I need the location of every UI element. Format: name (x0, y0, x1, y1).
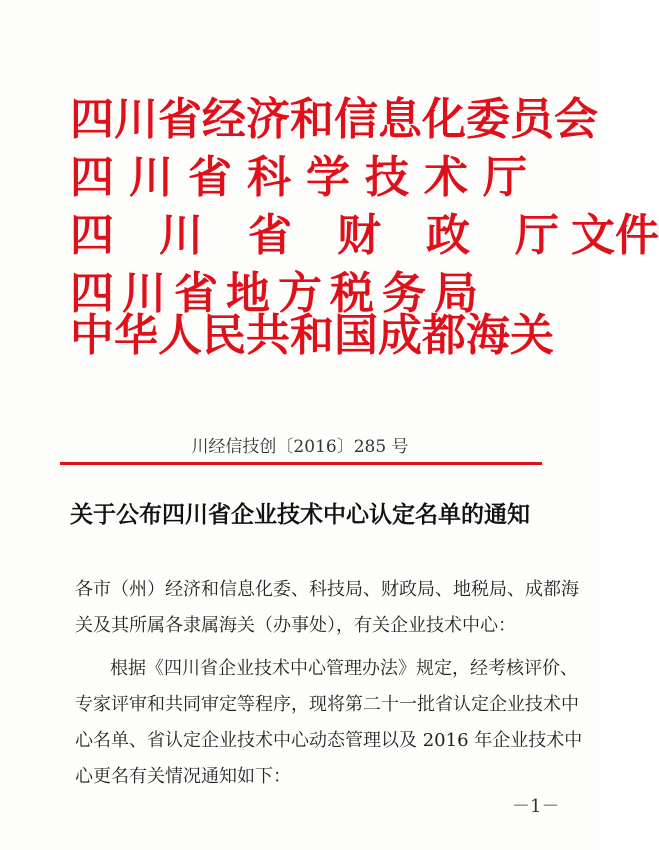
body-line-4: 心更名有关情况通知如下： (75, 766, 291, 787)
file-suffix: 文件 (571, 210, 659, 261)
body-line-2: 专家评审和共同审定等程序，现将第二十一批省认定企业技术中 (75, 694, 579, 715)
document-number: 川经信技创〔2016〕285 号 (191, 437, 409, 457)
issuer-line-3-char: 四 (70, 210, 114, 261)
page-number: －1－ (512, 796, 560, 817)
red-divider (60, 462, 542, 465)
issuer-line-3-char: 财 (337, 210, 381, 261)
recipients-line-2: 关及其所属各隶属海关（办事处），有关企业技术中心： (75, 615, 516, 636)
issuer-line-2: 四川省科学技术厅 (70, 152, 542, 203)
recipients-line-1: 各市（州）经济和信息化委、科技局、财政局、地税局、成都海 (75, 579, 579, 600)
issuer-line-5: 中华人民共和国成都海关 (70, 310, 554, 361)
issuer-line-3-char: 川 (159, 210, 203, 261)
body-line-1: 根据《四川省企业技术中心管理办法》规定，经考核评价、 (110, 658, 578, 679)
issuer-line-3-char: 省 (248, 210, 292, 261)
body-line-3: 心名单、省认定企业技术中心动态管理以及 2016 年企业技术中 (75, 730, 583, 751)
issuer-line-4: 四川省地方税务局 (70, 268, 486, 319)
issuer-line-1: 四川省经济和信息化委员会 (70, 94, 598, 145)
issuer-line-3-char: 厅 (515, 210, 559, 261)
document-title: 关于公布四川省企业技术中心认定名单的通知 (70, 501, 530, 528)
issuer-line-3 (70, 211, 659, 261)
issuer-line-3-char: 政 (426, 210, 470, 261)
